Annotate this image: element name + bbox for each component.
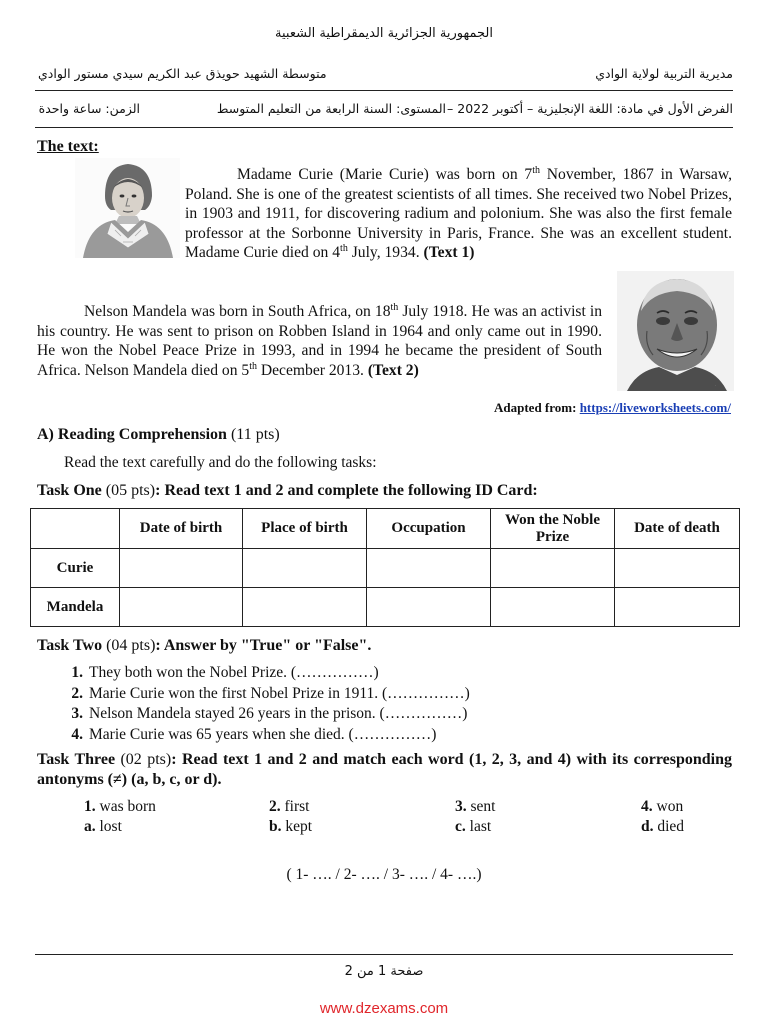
task-two-name: Task Two — [37, 637, 103, 654]
exam-label: الفرض الأول في مادة: اللغة الإنجليزية – أكتوبر 2022 – — [447, 101, 733, 116]
id-card-corner — [31, 509, 120, 549]
table-row — [31, 549, 740, 588]
watermark: www.dzexams.com — [319, 1000, 449, 1017]
task-two-heading — [37, 637, 371, 655]
task-one-name: Task One — [37, 482, 102, 499]
word-1: 1. was born — [84, 798, 156, 815]
list-item: 2. Marie Curie won the first Nobel Prize in 1911. (……………) — [71, 684, 470, 702]
directorate-label: مديرية التربية لولاية الوادي — [595, 66, 733, 81]
svg-text:·: · — [715, 383, 717, 388]
answer-cell[interactable] — [120, 549, 243, 588]
text-2-label: (Text 2) — [367, 361, 419, 379]
nelson-mandela-photo — [617, 271, 734, 391]
antonym-a: a. lost — [84, 818, 122, 835]
task-three-instruction: : Read text 1 and 2 and match each word (1, 2, 3, and 4) with its corresponding antonyms (≠) (a, b, c, or d). — [37, 751, 732, 788]
column-date-of-birth: Date of birth — [120, 509, 243, 549]
text-2-block — [37, 302, 602, 380]
list-item: 3. Nelson Mandela stayed 26 years in the prison. (……………) — [71, 705, 468, 722]
text-1-paragraph: Madame Curie (Marie Curie) was born on 7th November, 1867 in Warsaw, Poland. She is one of the greatest scientists of all times. She received two Nobel Prizes, in 1903 and 1911, for discovering radium and polonium. She was also the first female professor at the Sorbonne University in Paris, France. She was an excellent student. Madame Curie died on 4th July, 1934. (Text 1) — [185, 164, 732, 261]
footer-rule — [35, 954, 733, 955]
column-place-of-birth: Place of birth — [243, 509, 367, 549]
task-one-heading — [37, 482, 538, 500]
matching-answer-line[interactable]: ( 1- …. / 2- …. / 3- …. / 4- ….) — [286, 866, 482, 883]
text-section-title: The text: — [37, 138, 99, 155]
answer-cell[interactable] — [615, 588, 740, 627]
task-three-heading — [37, 750, 732, 790]
task-three-points: (02 pts) — [115, 751, 172, 768]
antonym-c: c. last — [455, 818, 492, 835]
answer-cell[interactable] — [615, 549, 740, 588]
id-card-header-row — [31, 509, 740, 549]
row-label-curie: Curie — [31, 549, 120, 588]
list-item: 4. Marie Curie was 65 years when she died. (……………) — [71, 725, 437, 743]
source-line — [494, 400, 731, 416]
header-rule-1 — [35, 90, 733, 91]
section-a-instruction: Read the text carefully and do the following tasks: — [64, 454, 377, 471]
word-3: 3. sent — [455, 798, 496, 815]
answer-cell[interactable] — [491, 549, 615, 588]
task-three-name: Task Three — [37, 751, 116, 768]
answer-cell[interactable] — [243, 549, 367, 588]
text-2-paragraph: Nelson Mandela was born in South Africa, on 18th July 1918. He was an activist in his country. He was sent to prison on Robben Island in 1964 and only came out in 1990. He won the Nobel Peace Prize in 1993, and in 1994 he became the president of South Africa. Nelson Mandela died on 5th December 2013. (Text 2) — [37, 301, 602, 379]
section-a-title: A) Reading Comprehension — [37, 426, 227, 443]
school-label: متوسطة الشهيد حويذق عبد الكريم سيدي مستور الوادي — [38, 66, 327, 81]
answer-cell[interactable] — [367, 549, 491, 588]
task-two-instruction: : Answer by "True" or "False". — [155, 637, 372, 654]
section-a-heading — [37, 426, 280, 444]
section-a-points: (11 pts) — [226, 426, 280, 443]
answer-cell[interactable] — [491, 588, 615, 627]
answer-cell[interactable] — [243, 588, 367, 627]
word-4: 4. won — [641, 798, 684, 815]
id-card-table — [30, 508, 740, 627]
answer-cell[interactable] — [367, 588, 491, 627]
antonym-b: b. kept — [269, 818, 313, 835]
row-label-mandela: Mandela — [31, 588, 120, 627]
true-false-list — [37, 663, 470, 745]
word-2: 2. first — [269, 798, 310, 815]
source-link[interactable]: https://liveworksheets.com/ — [579, 400, 731, 415]
source-label: Adapted from: — [494, 400, 580, 415]
task-one-instruction: : Read text 1 and 2 and complete the following ID Card: — [155, 482, 538, 499]
page-number: صفحة 1 من 2 — [344, 964, 424, 979]
answer-cell[interactable] — [120, 588, 243, 627]
table-row — [31, 588, 740, 627]
list-item: 1. They both won the Nobel Prize. (……………) — [71, 664, 379, 681]
text-1-label: (Text 1) — [423, 244, 475, 261]
header-rule-2 — [35, 127, 733, 128]
level-label: المستوى: السنة الرابعة من التعليم المتوسط — [216, 101, 446, 116]
republic-title: الجمهورية الجزائرية الديمقراطية الشعبية — [275, 26, 493, 41]
column-won-prize: Won the Noble Prize — [491, 509, 615, 549]
task-two-points: (04 pts) — [102, 637, 156, 654]
column-date-of-death: Date of death — [615, 509, 740, 549]
column-occupation: Occupation — [367, 509, 491, 549]
antonym-d: d. died — [641, 818, 685, 835]
task-one-points: (05 pts) — [101, 482, 156, 499]
text-1-block — [37, 165, 732, 263]
duration-label: الزمن: ساعة واحدة — [38, 101, 140, 116]
